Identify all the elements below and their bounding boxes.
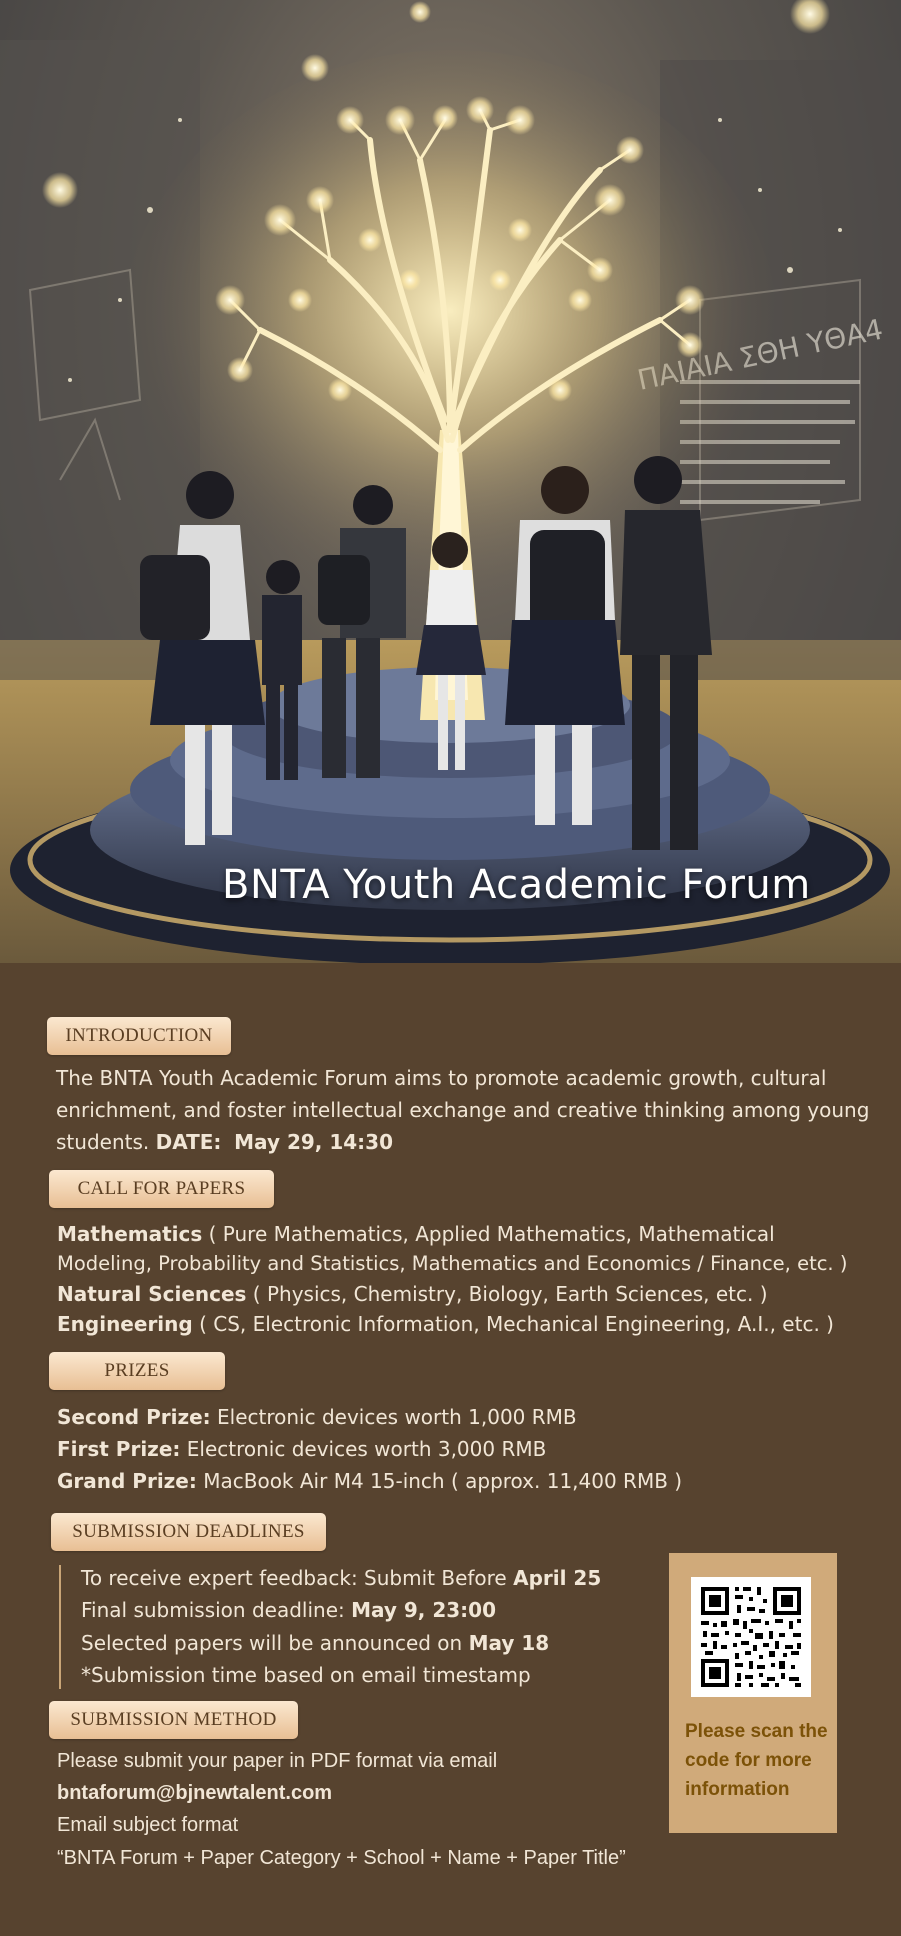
wall-writing: ΥΘΑ4 (804, 312, 886, 361)
deadline-text: Final submission deadline: (81, 1598, 352, 1622)
introduction-label: INTRODUCTION (47, 1017, 231, 1055)
deadline-text: To receive expert feedback: Submit Before (81, 1566, 514, 1590)
cfp-subject: Mathematics (57, 1222, 203, 1246)
prize-detail: Electronic devices worth 3,000 RMB (180, 1437, 547, 1461)
prize-item-first (57, 1433, 546, 1465)
hero-title: BNTA Youth Academic Forum (222, 862, 811, 908)
method-instruction: Please submit your paper in PDF format via email (57, 1750, 498, 1772)
deadline-divider (59, 1565, 61, 1689)
qr-caption: Please scan the code for more information (685, 1721, 828, 1800)
deadline-item-announce (81, 1627, 549, 1659)
cfp-detail-cont: Modeling, Probability and Statistics, Mathematics and Economics / Finance, etc. ) (57, 1252, 848, 1275)
cfp-subject: Natural Sciences (57, 1282, 247, 1306)
hero-artwork (0, 0, 901, 963)
deadline-date: May 9, 23:00 (351, 1598, 497, 1622)
date-label: DATE: (155, 1130, 222, 1154)
cfp-subject: Engineering (57, 1312, 193, 1336)
cfp-detail: ( CS, Electronic Information, Mechanical Engineering, A.I., etc. ) (192, 1312, 834, 1336)
prize-name: First Prize: (57, 1437, 181, 1461)
introduction-body: The BNTA Youth Academic Forum aims to promote academic growth, cultural enrichment, and foster intellectual exchange and creative thinking among young students. (56, 1066, 870, 1154)
deadline-item-note (81, 1659, 531, 1691)
deadline-text: Selected papers will be announced on (81, 1631, 469, 1655)
submission-email-link[interactable]: bntaforum@bjnewtalent.com (57, 1782, 333, 1804)
deadline-date: April 25 (513, 1566, 602, 1590)
date-value: May 29, 14:30 (234, 1130, 393, 1154)
prize-item-second (57, 1401, 577, 1433)
deadline-item-feedback (81, 1562, 601, 1594)
submission-method-label: SUBMISSION METHOD (49, 1701, 298, 1739)
deadline-item-final (81, 1594, 496, 1626)
qr-card (669, 1553, 837, 1833)
prize-detail: Electronic devices worth 1,000 RMB (210, 1405, 577, 1429)
qr-code-graphic (691, 1577, 811, 1697)
cfp-detail: ( Physics, Chemistry, Biology, Earth Sciences, etc. ) (246, 1282, 768, 1306)
deadline-text: *Submission time based on email timestamp (81, 1663, 531, 1687)
prize-name: Second Prize: (57, 1405, 211, 1429)
submission-deadlines-label: SUBMISSION DEADLINES (51, 1513, 326, 1551)
prize-detail: MacBook Air M4 15-inch ( approx. 11,400 RMB ) (196, 1469, 683, 1493)
prize-name: Grand Prize: (57, 1469, 197, 1493)
cfp-item-mathematics-cont (57, 1248, 847, 1280)
deadline-date: May 18 (468, 1631, 550, 1655)
hero-illustration (0, 0, 901, 963)
call-for-papers-label: CALL FOR PAPERS (49, 1170, 274, 1208)
cfp-detail: ( Pure Mathematics, Applied Mathematics, Mathematical (202, 1222, 775, 1246)
cfp-item-natural-sciences (57, 1278, 768, 1310)
prizes-label: PRIZES (49, 1352, 225, 1390)
subject-format-label: Email subject format (57, 1814, 239, 1836)
introduction-text (56, 1062, 876, 1158)
prize-item-grand (57, 1465, 682, 1497)
cfp-item-mathematics (57, 1218, 775, 1250)
qr-code-icon[interactable] (691, 1577, 811, 1697)
subject-format-value: “BNTA Forum + Paper Category + School + Name + Paper Title” (57, 1847, 626, 1869)
cfp-item-engineering (57, 1308, 834, 1340)
